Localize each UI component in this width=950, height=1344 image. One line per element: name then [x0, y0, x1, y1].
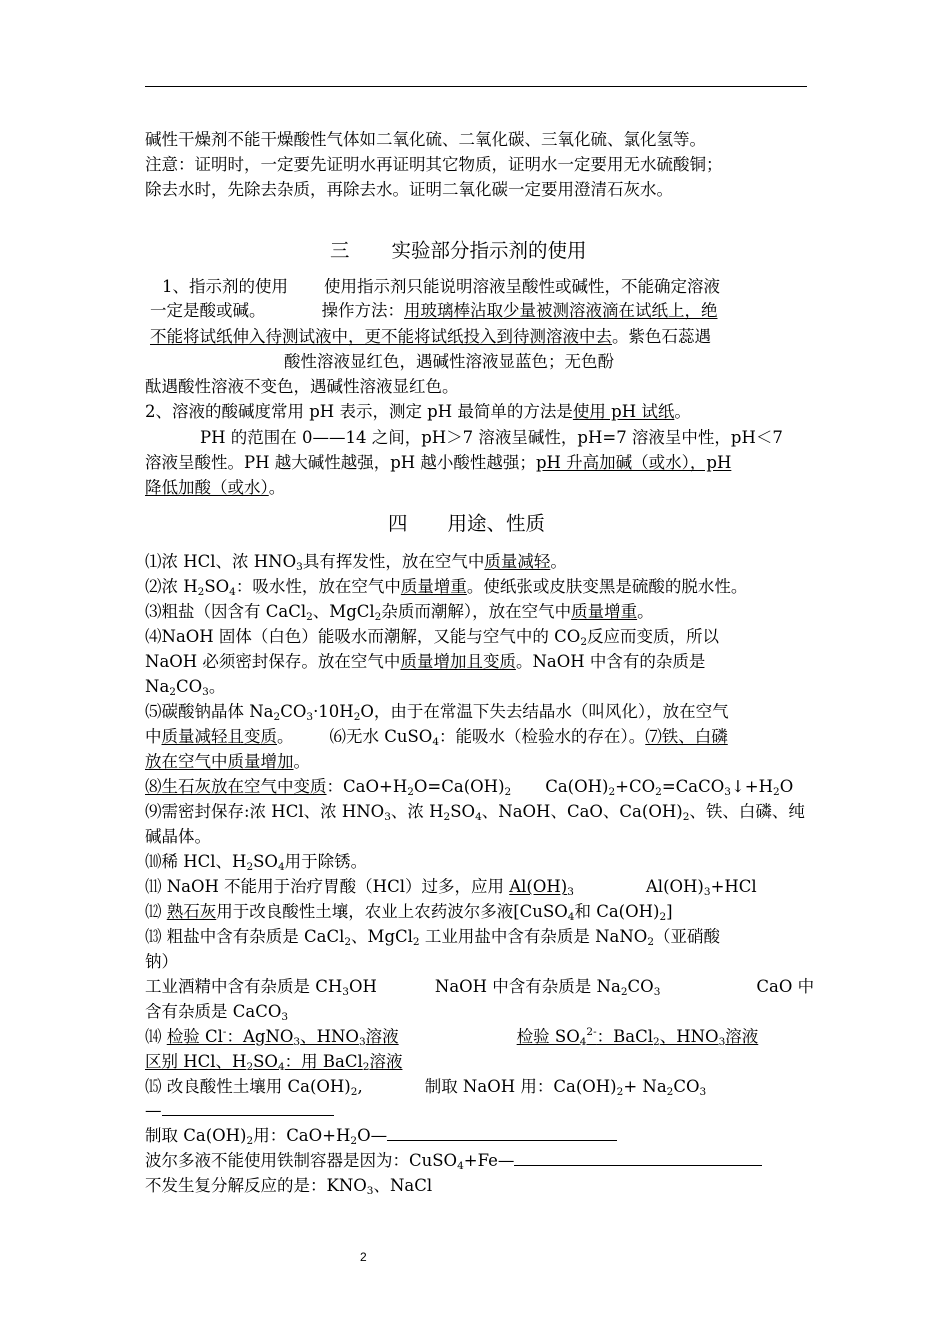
page-number: 2	[360, 1250, 367, 1264]
text-line: 钠）	[145, 952, 178, 971]
text-line: 制取 $Ca(OH)_2$用：$CaO+H_2O—$	[145, 1125, 617, 1147]
text-line: 区别 HCl、$H_2SO_4$：用 BaCl$_2$溶液	[145, 1052, 403, 1073]
section-heading-4: 四 用途、性质	[388, 512, 546, 535]
text-line: 2、溶液的酸碱度常用 pH 表示，测定 pH 最简单的方法是使用 pH 试纸。	[145, 402, 691, 421]
section-heading-3: 三 实验部分指示剂的使用	[330, 239, 587, 262]
text-line: ⑾ NaOH 不能用于治疗胃酸（HCl）过多，应用 $Al(OH)_3$ $Al(OH)_3+HCl$	[145, 877, 757, 898]
text-line: 中质量减轻且变质。 ⑹无水 CuSO$_4$：能吸水（检验水的存在）。⑺铁、白磷	[145, 727, 728, 748]
text-line: 碱性干燥剂不能干燥酸性气体如二氧化硫、二氧化碳、三氧化硫、氯化氢等。	[145, 130, 706, 149]
text-line: ⑵浓 $H_2SO_4$：吸水性，放在空气中质量增重。使纸张或皮肤变黑是硫酸的脱水性。	[145, 577, 748, 598]
text-line: ⑻生石灰放在空气中变质：$CaO+H_2O=Ca(OH)_2$ $Ca(OH)_2+CO_2=CaCO_3↓+H_2O$	[145, 777, 794, 798]
text-line: ⑶粗盐（因含有 CaCl$_2$、MgCl$_2$杂质而潮解），放在空气中质量增重。	[145, 602, 654, 623]
text-line: 不能将试纸伸入待测试液中，更不能将试纸投入到待测溶液中去。紫色石蕊遇	[150, 327, 711, 346]
text-line: 降低加酸（或水）。	[145, 478, 286, 497]
text-line: 酞遇酸性溶液不变色，遇碱性溶液显红色。	[145, 377, 459, 396]
text-line: $Na_2CO_3$。	[145, 677, 226, 698]
text-line: ⒁ 检验 Cl-：AgNO$_3$、$HNO_3$溶液 检验 $SO_4^{2-}$：BaCl$_2$、$HNO_3$溶液	[145, 1026, 759, 1048]
header-rule	[145, 86, 807, 87]
text-line: NaOH 必须密封保存。放在空气中质量增加且变质。NaOH 中含有的杂质是	[145, 652, 706, 671]
text-line: 工业酒精中含有杂质是 $CH_3OH$ NaOH 中含有杂质是 $Na_2CO_3$ CaO 中	[145, 977, 815, 998]
text-line: 不发生复分解反应的是：$KNO_3$、NaCl	[145, 1176, 433, 1197]
text-line: ⑸碳酸钠晶体 $Na_2CO_3\cdot 10H_2O$，由于在常温下失去结晶水（叫风化），放在空气	[145, 702, 729, 723]
text-line: PH 的范围在 0——14 之间，pH＞7 溶液呈碱性，pH=7 溶液呈中性，pH＜7	[200, 428, 783, 447]
text-line: ⒂ 改良酸性土壤用 $Ca(OH)_2$, 制取 NaOH 用：$Ca(OH)_2+ Na_2CO_3$	[145, 1077, 707, 1098]
text-line: 放在空气中质量增加。	[145, 752, 310, 771]
text-line: 一定是酸或碱。 操作方法：用玻璃棒沾取少量被测溶液滴在试纸上，绝	[150, 301, 718, 320]
text-line: 酸性溶液显红色，遇碱性溶液显蓝色；无色酚	[284, 352, 614, 371]
text-line: ⑴浓 HCl、浓 $HNO_3$具有挥发性，放在空气中质量减轻。	[145, 552, 567, 573]
text-line: 除去水时，先除去杂质，再除去水。证明二氧化碳一定要用澄清石灰水。	[145, 180, 673, 199]
text-line: ⑽稀 HCl、$H_2SO_4$用于除锈。	[145, 852, 368, 873]
text-line: 注意：证明时，一定要先证明水再证明其它物质，证明水一定要用无水硫酸铜；	[145, 155, 723, 174]
text-line: ⑿ 熟石灰用于改良酸性土壤，农业上农药波尔多液[CuSO$_4$和 $Ca(OH)_2$]	[145, 902, 673, 923]
answer-blank	[387, 1125, 617, 1141]
answer-blank	[514, 1150, 762, 1166]
text-line: ⑷NaOH 固体（白色）能吸水而潮解，又能与空气中的 $CO_2$反应而变质，所以	[145, 627, 720, 648]
text-line: ⒀ 粗盐中含有杂质是 CaCl$_2$、MgCl$_2$ 工业用盐中含有杂质是 NaNO$_2$（亚硝酸	[145, 927, 721, 948]
text-line: 碱晶体。	[145, 827, 211, 846]
text-line: 溶液呈酸性。PH 越大碱性越强，pH 越小酸性越强；pH 升高加碱（或水），pH	[145, 453, 732, 472]
text-line: ⑼需密封保存:浓 HCl、浓 $HNO_3$、浓 $H_2SO_4$、NaOH、CaO、$Ca(OH)_2$、铁、白磷、纯	[145, 802, 805, 823]
text-line: 含有杂质是 CaCO$_3$	[145, 1002, 289, 1023]
text-line: 波尔多液不能使用铁制容器是因为：CuSO$_4$+Fe—	[145, 1150, 762, 1172]
answer-blank	[162, 1100, 334, 1116]
text-line: —	[145, 1100, 334, 1122]
text-line: 1、指示剂的使用 使用指示剂只能说明溶液呈酸性或碱性，不能确定溶液	[162, 277, 720, 296]
